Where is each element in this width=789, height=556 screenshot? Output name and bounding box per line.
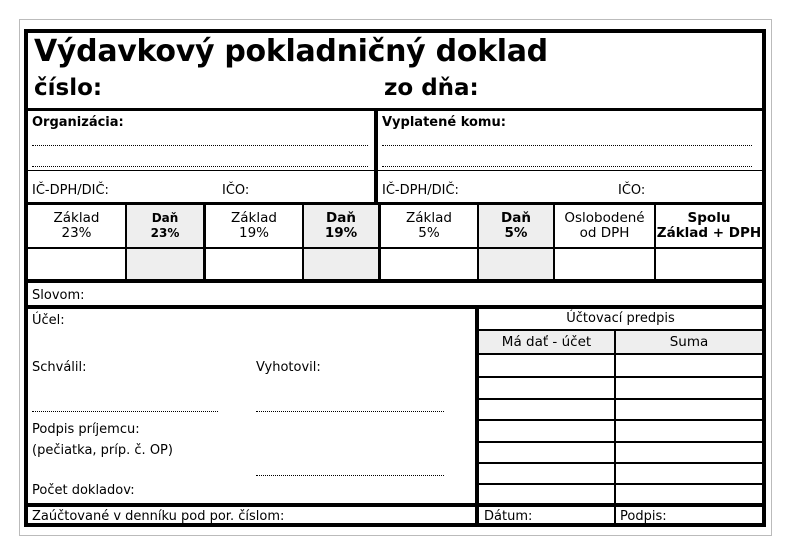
tax-value-base-19[interactable] <box>206 249 302 279</box>
organization-company-id-label: IČO: <box>222 183 250 198</box>
footer-signature-label: Podpis: <box>620 509 667 524</box>
tax-value-exempt[interactable] <box>555 249 654 279</box>
divider <box>654 205 656 279</box>
prepared-signature-line[interactable] <box>256 411 444 412</box>
journal-label: Zaúčtované v denníku pod por. číslom: <box>32 509 285 524</box>
tax-value-vat-19[interactable] <box>304 249 378 279</box>
organization-label: Organizácia: <box>32 115 124 130</box>
divider <box>378 205 381 279</box>
accounting-debit-cell[interactable] <box>479 464 614 483</box>
accounting-amount-cell[interactable] <box>616 464 762 483</box>
footer-date-label: Dátum: <box>484 509 533 524</box>
date-label: zo dňa: <box>384 75 479 101</box>
accounting-debit-header: Má dať - účet <box>479 331 614 353</box>
accounting-debit-cell[interactable] <box>479 400 614 419</box>
approved-label: Schválil: <box>32 360 87 375</box>
recipient-signature-label: Podpis príjemcu: <box>32 422 140 437</box>
tax-header-total: Spolu Základ + DPH <box>656 210 762 241</box>
divider <box>374 111 378 204</box>
divider <box>28 503 762 507</box>
form-title: Výdavkový pokladničný doklad <box>34 34 548 69</box>
tax-value-vat-5[interactable] <box>479 249 553 279</box>
organization-vat-id-label: IČ-DPH/DIČ: <box>32 183 109 198</box>
divider <box>553 205 555 279</box>
divider <box>477 205 479 279</box>
paid-to-label: Vyplatené komu: <box>382 115 506 130</box>
words-label: Slovom: <box>32 288 85 303</box>
purpose-label: Účel: <box>32 313 65 328</box>
document-count-label: Počet dokladov: <box>32 483 135 498</box>
divider <box>28 170 762 171</box>
accounting-debit-cell[interactable] <box>479 355 614 376</box>
paid-to-line[interactable] <box>382 166 752 167</box>
recipient-vat-id-label: IČ-DPH/DIČ: <box>382 183 459 198</box>
divider <box>28 305 762 309</box>
recipient-signature-line[interactable] <box>256 475 444 476</box>
cash-voucher-form <box>24 29 766 527</box>
accounting-debit-cell[interactable] <box>479 443 614 462</box>
tax-value-base-23[interactable] <box>28 249 125 279</box>
tax-header-base-23: Základ 23% <box>53 210 100 241</box>
accounting-amount-cell[interactable] <box>616 355 762 376</box>
tax-value-base-5[interactable] <box>381 249 477 279</box>
accounting-title: Účtovací predpis <box>566 311 675 326</box>
accounting-amount-cell[interactable] <box>616 421 762 441</box>
divider <box>203 205 206 279</box>
accounting-amount-cell[interactable] <box>616 400 762 419</box>
divider <box>125 205 127 279</box>
accounting-amount-header: Suma <box>616 331 762 353</box>
accounting-amount-cell[interactable] <box>616 485 762 503</box>
recipient-signature-note: (pečiatka, príp. č. OP) <box>32 443 173 458</box>
prepared-label: Vyhotovil: <box>256 360 321 375</box>
organization-line[interactable] <box>32 166 368 167</box>
accounting-debit-cell[interactable] <box>479 485 614 503</box>
divider <box>302 205 304 279</box>
accounting-debit-cell[interactable] <box>479 421 614 441</box>
tax-value-total[interactable] <box>656 249 762 279</box>
tax-header-vat-19: Daň 19% <box>304 205 378 247</box>
tax-value-vat-23[interactable] <box>127 249 203 279</box>
tax-header-base-5: Základ 5% <box>406 210 452 241</box>
number-label: číslo: <box>34 75 103 101</box>
accounting-amount-cell[interactable] <box>616 378 762 398</box>
divider <box>28 247 762 249</box>
paid-to-line[interactable] <box>382 145 752 146</box>
approved-signature-line[interactable] <box>32 411 218 412</box>
tax-header-vat-5: Daň 5% <box>479 205 553 247</box>
accounting-debit-cell[interactable] <box>479 378 614 398</box>
tax-header-exempt: Oslobodené od DPH <box>564 210 645 241</box>
divider <box>28 108 762 111</box>
organization-line[interactable] <box>32 145 368 146</box>
recipient-company-id-label: IČO: <box>618 183 646 198</box>
tax-header-vat-23: Daň 23% <box>127 205 203 247</box>
tax-header-base-19: Základ 19% <box>231 210 277 241</box>
amount-in-words-field[interactable] <box>88 283 762 305</box>
accounting-amount-cell[interactable] <box>616 443 762 462</box>
